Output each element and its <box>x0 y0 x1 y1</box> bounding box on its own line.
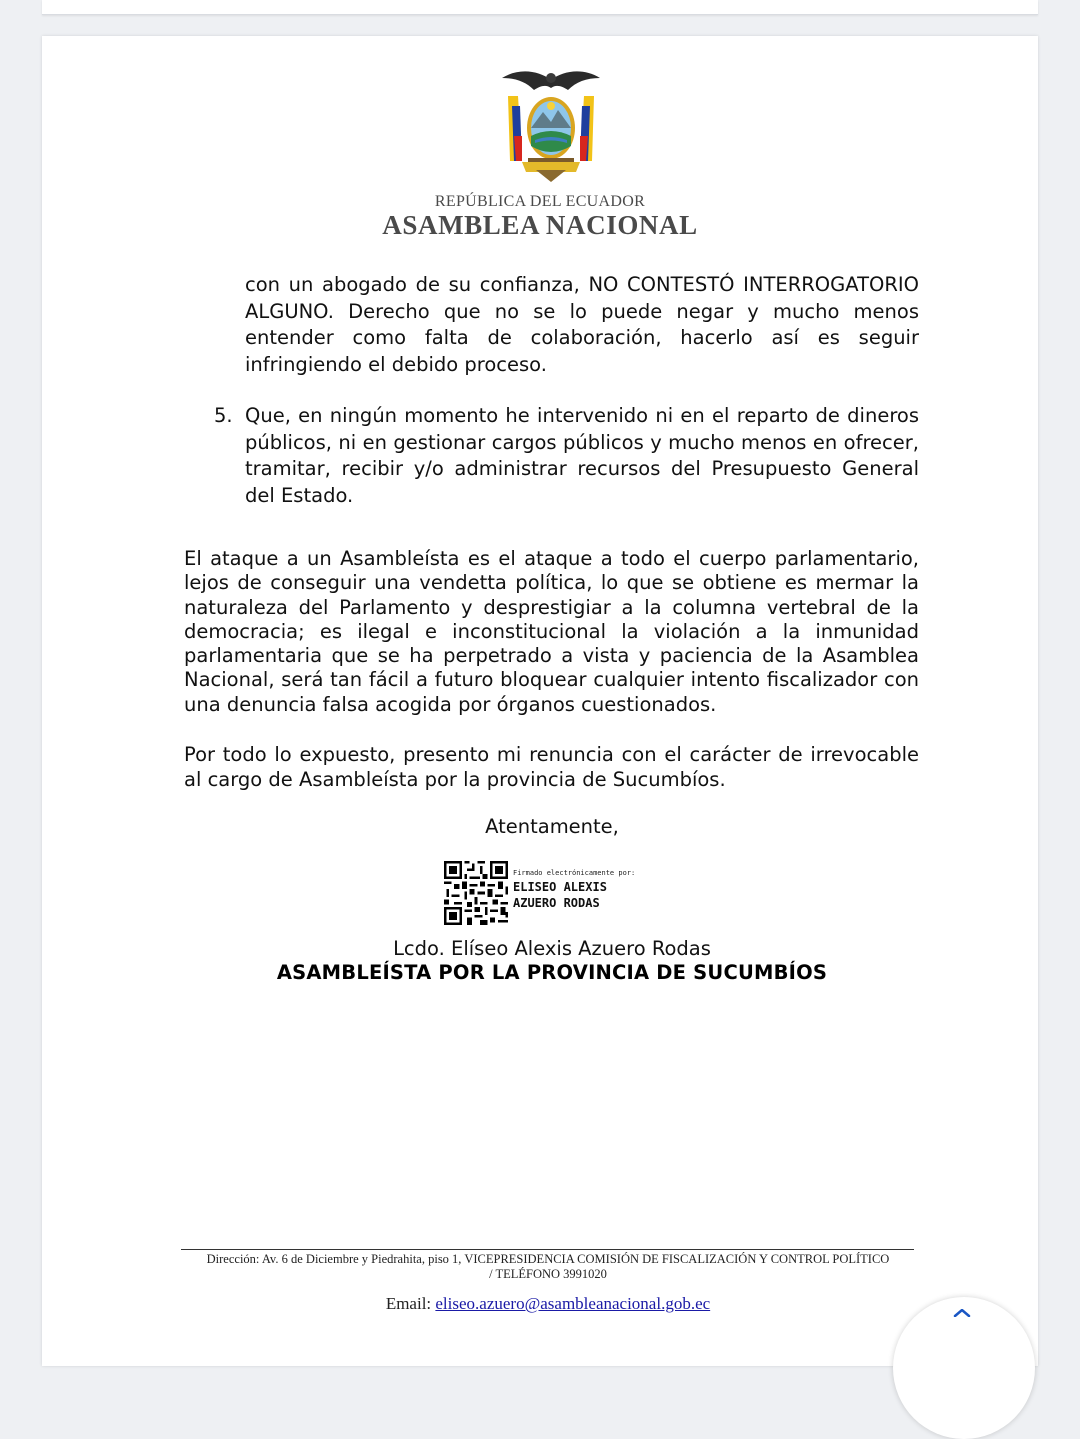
previous-page-edge <box>42 0 1038 15</box>
signer-title: ASAMBLEÍSTA POR LA PROVINCIA DE SUCUMBÍOS <box>276 961 828 984</box>
republic-heading: REPÚBLICA DEL ECUADOR <box>434 193 646 210</box>
body-paragraph-2: Por todo lo expuesto, presento mi renuncia con el carácter de irrevocable al cargo de Asambleísta por la provincia de Sucumbíos. <box>184 743 919 791</box>
ecuador-coat-of-arms-icon <box>498 66 604 184</box>
email-link[interactable]: eliseo.azuero@asambleanacional.gob.ec <box>435 1294 711 1313</box>
signer-name: Lcdo. Elíseo Alexis Azuero Rodas <box>393 937 711 960</box>
list-item-5-text: Que, en ningún momento he intervenido ni en el reparto de dineros públicos, ni en gestionar cargos públicos y mucho menos en ofrecer, tramitar, recibir y/o administrar recursos del Presupuesto General del Estado. <box>245 404 919 507</box>
electronic-signature <box>444 861 664 925</box>
footer-divider <box>181 1249 914 1250</box>
qr-code-icon <box>444 861 508 925</box>
list-item-number: 5. <box>214 404 233 427</box>
closing-salutation: Atentamente, <box>485 815 619 838</box>
floating-action-button[interactable] <box>893 1297 1035 1439</box>
institution-heading: ASAMBLEA NACIONAL <box>382 210 698 240</box>
footer-email <box>0 1294 1080 1314</box>
signature-caption: Firmado electrónicamente por: <box>513 869 636 877</box>
footer-email-label: Email: <box>385 1294 436 1313</box>
body-paragraph-1: El ataque a un Asambleísta es el ataque a todo el cuerpo parlamentario, lejos de conseguir una vendetta política, lo que se obtiene es mermar la naturaleza del Parlamento y desprestigiar a la columna vertebral de la democracia; es ilegal e inconstitucional la violación a la inmunidad parlamentaria que se ha perpetrado a vista y paciencia de la Asamblea Nacional, será tan fácil a futuro bloquear cualquier intento fiscalizador con una denuncia falsa acogida por órganos cuestionados. <box>184 547 919 716</box>
list-item-continuation: con un abogado de su confianza, NO CONTESTÓ INTERROGATORIO ALGUNO. Derecho que no se lo puede negar y mucho menos entender como falta de colaboración, hacerlo así es seguir infringiendo el debido proceso. <box>245 273 919 376</box>
chevron-up-icon <box>953 1309 971 1317</box>
footer-address: Dirección: Av. 6 de Diciembre y Piedrahita, piso 1, VICEPRESIDENCIA COMISIÓN DE FISCALIZACIÓN Y CONTROL POLÍTICO / TELÉFONO 3991020 <box>206 1252 890 1281</box>
signature-name-line-2: AZUERO RODAS <box>513 896 600 910</box>
signature-name-line-1: ELISEO ALEXIS <box>513 880 607 894</box>
